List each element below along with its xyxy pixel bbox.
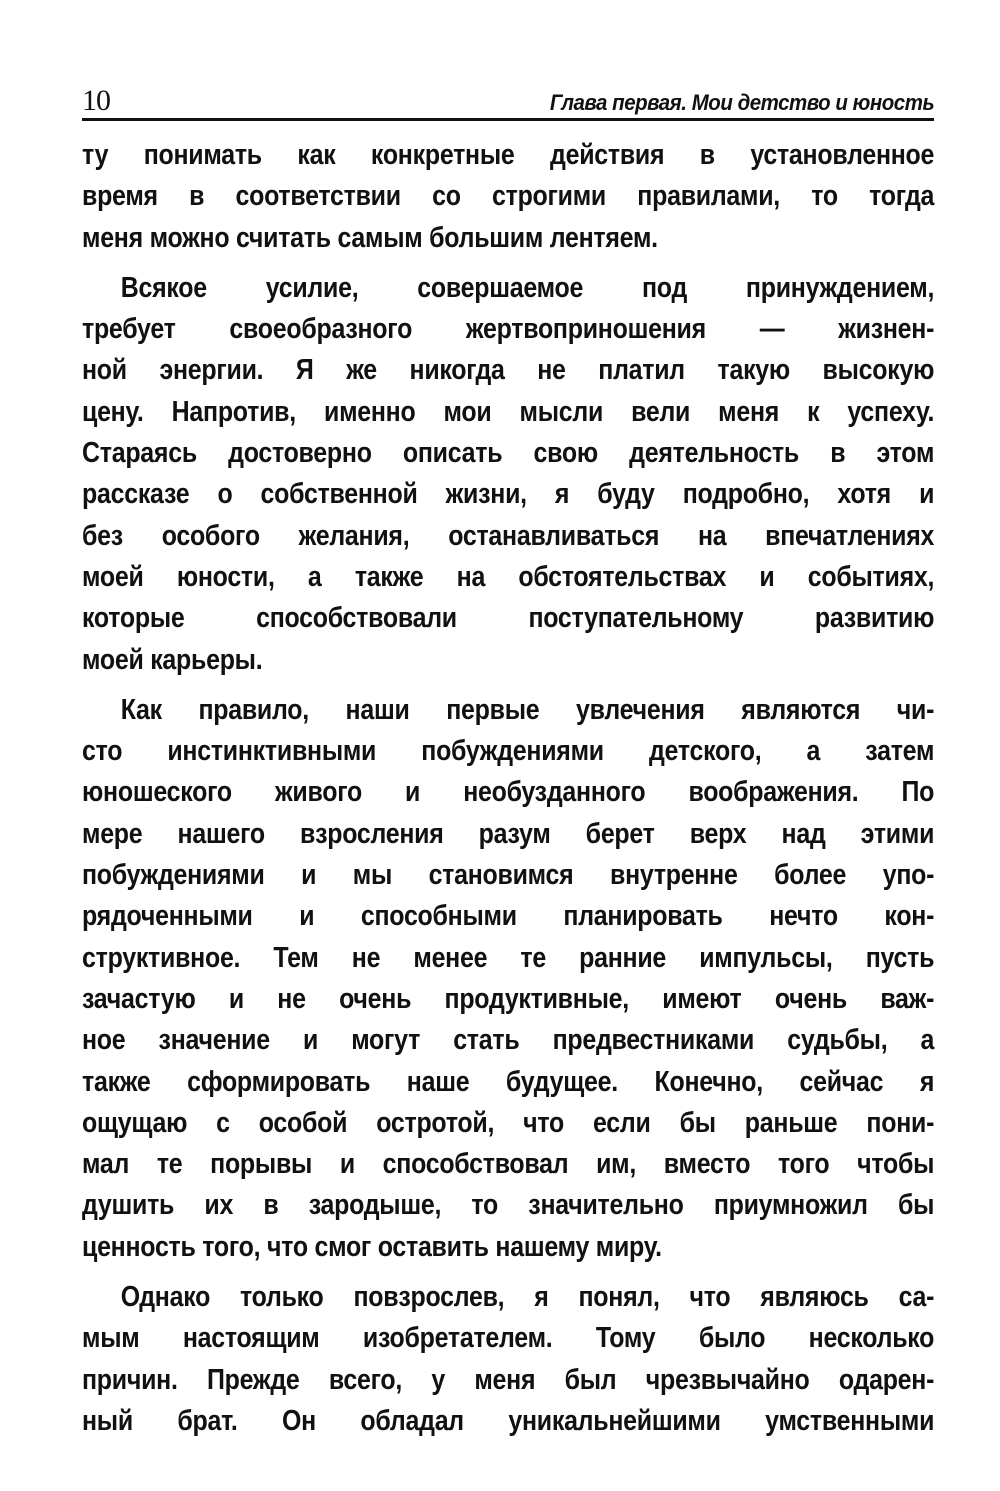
text-line: моей юности, а также на обстоятельствах и событиях,: [82, 560, 935, 593]
text-line: мал те порывы и способствовал им, вместо того чтобы: [82, 1148, 935, 1181]
text-line: время в соответствии со строгими правилами, то тогда: [82, 180, 935, 213]
text-line: мере нашего взросления разум берет верх над этими: [82, 817, 935, 850]
text-line: побуждениями и мы становимся внутренне более упо-: [82, 859, 935, 892]
paragraph-1: [82, 135, 934, 259]
text-line: Однако только повзрослев, я понял, что являюсь са-: [120, 1281, 935, 1314]
text-line: рассказе о собственной жизни, я буду подробно, хотя и: [82, 478, 935, 511]
text-line: Стараясь достоверно описать свою деятельность в этом: [82, 437, 935, 470]
text-line: душить их в зародыше, то значительно приумножил бы: [82, 1189, 935, 1222]
text-line: требует своеобразного жертвоприношения — жизнен-: [82, 313, 935, 346]
text-line: юношеского живого и необузданного воображения. По: [82, 776, 935, 809]
text-line: ное значение и могут стать предвестниками судьбы, а: [82, 1024, 935, 1057]
chapter-title: Глава первая. Мои детство и юность: [549, 90, 934, 115]
paragraph-4: [82, 1277, 934, 1442]
book-page: [82, 80, 934, 1451]
text-line: без особого желания, останавливаться на впечатлениях: [82, 519, 935, 552]
text-line: рядоченными и способными планировать нечто кон-: [82, 900, 935, 933]
text-line: которые способствовали поступательному развитию: [82, 602, 935, 635]
text-line: также сформировать наше будущее. Конечно, сейчас я: [82, 1065, 935, 1098]
page-number: 10: [82, 84, 110, 117]
paragraph-3: [82, 690, 934, 1268]
text-line: структивное. Тем не менее те ранние импульсы, пусть: [82, 941, 935, 974]
text-line: Всякое усилие, совершаемое под принуждением,: [120, 271, 935, 304]
body-text: [82, 135, 934, 1442]
text-line: моей карьеры.: [82, 643, 263, 676]
running-head: [82, 80, 934, 121]
paragraph-2: [82, 268, 934, 681]
text-line: цену. Напротив, именно мои мысли вели меня к успеху.: [82, 395, 935, 428]
text-line: мым настоящим изобретателем. Тому было несколько: [82, 1322, 935, 1355]
text-line: ной энергии. Я же никогда не платил такую высокую: [82, 354, 935, 387]
text-line: Как правило, наши первые увлечения являются чи-: [120, 693, 935, 726]
text-line: ту понимать как конкретные действия в установленное: [82, 139, 935, 171]
text-line: меня можно считать самым большим лентяем.: [82, 221, 658, 254]
text-line: ощущаю с особой остротой, что если бы раньше пони-: [82, 1106, 935, 1139]
text-line: ный брат. Он обладал уникальнейшими умственными: [82, 1404, 935, 1437]
text-line: сто инстинктивными побуждениями детского, а затем: [82, 735, 935, 768]
text-line: зачастую и не очень продуктивные, имеют очень важ-: [82, 982, 935, 1015]
text-line: ценность того, что смог оставить нашему миру.: [82, 1230, 662, 1263]
text-line: причин. Прежде всего, у меня был чрезвычайно одарен-: [82, 1363, 935, 1396]
